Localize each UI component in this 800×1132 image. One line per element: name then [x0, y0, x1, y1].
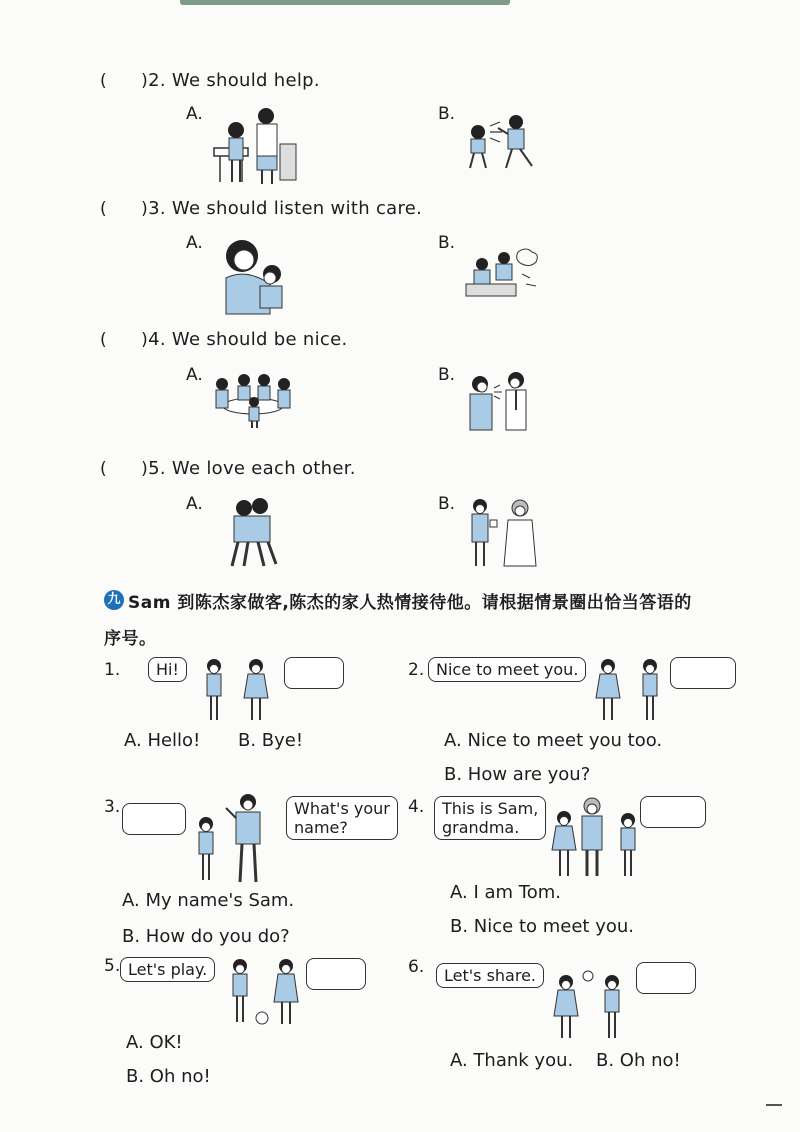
- illustration-girl-and-boy: [590, 656, 670, 726]
- illustration-boy-and-man: [462, 108, 544, 172]
- illustration-family-at-table: [208, 370, 298, 430]
- choice-b[interactable]: B. Oh no!: [126, 1066, 211, 1087]
- choice-a[interactable]: A. I am Tom.: [450, 882, 561, 903]
- speech-bubble-empty: [640, 796, 706, 828]
- illustration-kids-hugging: [222, 494, 284, 570]
- dialog-number: 5.: [104, 956, 121, 976]
- question-number: 5: [148, 458, 160, 479]
- illustration-mother-hugging-child: [214, 234, 294, 316]
- speech-bubble-prompt: Nice to meet you.: [428, 657, 586, 682]
- question-text: We should be nice.: [171, 329, 348, 350]
- dialog-number: 2.: [408, 660, 425, 680]
- question-3: ( )3. We should listen with care.: [100, 198, 423, 219]
- choice-b[interactable]: B. How are you?: [444, 764, 591, 785]
- speech-bubble-empty: [122, 803, 186, 835]
- speech-bubble-prompt: Hi!: [148, 657, 187, 682]
- question-text: We should listen with care.: [171, 198, 423, 219]
- illustration-boy-and-man: [190, 794, 280, 886]
- option-b-label: B.: [438, 365, 456, 385]
- choice-a[interactable]: A. Nice to meet you too.: [444, 730, 663, 751]
- top-edge-bar: [180, 0, 510, 5]
- choice-a[interactable]: A. OK!: [126, 1032, 183, 1053]
- speech-bubble-prompt: Let's share.: [436, 963, 544, 988]
- choice-b[interactable]: B. Bye!: [238, 730, 304, 751]
- section-nine-icon: 九: [104, 590, 124, 610]
- question-number: 2: [148, 70, 160, 91]
- illustration-girl-and-boy-sharing: [548, 968, 632, 1042]
- question-2: ( )2. We should help.: [100, 70, 320, 91]
- illustration-boy-girl-ball: [226, 956, 306, 1030]
- question-text: We love each other.: [171, 458, 356, 479]
- illustration-kids-helping-teacher: [210, 100, 300, 186]
- option-a-label: A.: [186, 494, 203, 514]
- speech-bubble-empty: [670, 657, 736, 689]
- illustration-girl-serving-grandma: [464, 494, 542, 574]
- option-a-label: A.: [186, 104, 203, 124]
- dialog-number: 6.: [408, 957, 425, 977]
- illustration-kids-playing-noise: [462, 244, 544, 302]
- choice-b[interactable]: B. Nice to meet you.: [450, 916, 634, 937]
- section-instruction-line2: 序号。: [104, 629, 157, 649]
- question-number: 3: [148, 198, 160, 219]
- speech-bubble-prompt: Let's play.: [120, 957, 215, 982]
- question-4: ( )4. We should be nice.: [100, 329, 348, 350]
- dialog-number: 3.: [104, 797, 121, 817]
- option-b-label: B.: [438, 104, 456, 124]
- dialog-number: 4.: [408, 797, 425, 817]
- option-a-label: A.: [186, 233, 203, 253]
- dialog-number: 1.: [104, 660, 121, 680]
- speech-bubble-prompt: [286, 796, 398, 840]
- choice-a[interactable]: A. Hello!: [124, 730, 201, 751]
- choice-a[interactable]: A. My name's Sam.: [122, 890, 295, 911]
- question-number: 4: [148, 329, 160, 350]
- option-b-label: B.: [438, 494, 456, 514]
- prompt-line-1: This is Sam,: [442, 799, 539, 818]
- choice-b[interactable]: B. Oh no!: [596, 1050, 681, 1071]
- option-a-label: A.: [186, 365, 203, 385]
- speech-bubble-prompt: [434, 796, 546, 840]
- section-instruction-line1: Sam 到陈杰家做客,陈杰的家人热情接待他。请根据情景圈出恰当答语的: [128, 593, 692, 613]
- prompt-line-1: What's your: [294, 799, 390, 818]
- question-5: ( )5. We love each other.: [100, 458, 356, 479]
- option-b-label: B.: [438, 233, 456, 253]
- speech-bubble-empty: [306, 958, 366, 990]
- prompt-line-2: name?: [294, 818, 348, 837]
- illustration-boy-and-girl: [196, 656, 282, 726]
- choice-a[interactable]: A. Thank you.: [450, 1050, 574, 1071]
- speech-bubble-empty: [284, 657, 344, 689]
- illustration-boy-and-man-talking: [462, 368, 538, 434]
- page-edge-mark: [766, 1104, 782, 1106]
- illustration-girl-grandma-boy: [550, 794, 644, 884]
- prompt-line-2: grandma.: [442, 818, 520, 837]
- choice-b[interactable]: B. How do you do?: [122, 926, 290, 947]
- speech-bubble-empty: [636, 962, 696, 994]
- question-text: We should help.: [171, 70, 320, 91]
